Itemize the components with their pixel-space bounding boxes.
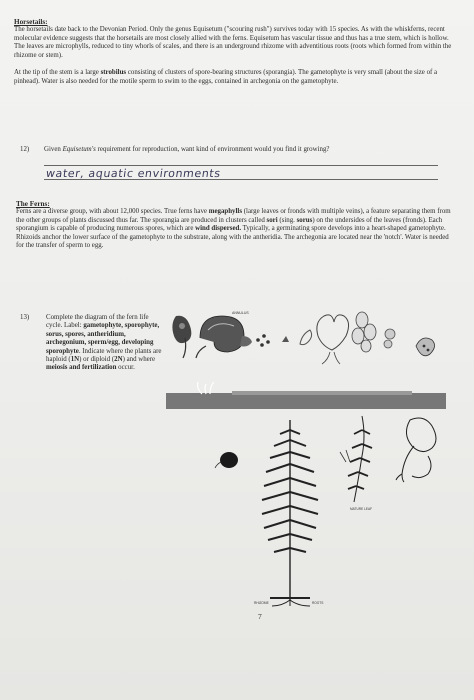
gametophyte-band-drawing	[198, 382, 215, 394]
substrate-edge	[232, 391, 412, 395]
ferns-heading: The Ferns:	[16, 200, 50, 208]
question-12-text: Given Equisetum's requirement for reproduction, want kind of environment would you find it growing?	[44, 146, 330, 153]
spore-dark-drawing	[220, 452, 238, 468]
gametophyte-top-drawing	[317, 315, 349, 364]
question-12-number: 12)	[20, 146, 30, 153]
sporangium-drawing	[196, 316, 252, 358]
ferns-paragraph: Ferns are a diverse group, with about 12,000 species. True ferns have megaphylls (large leaves or fronds with multiple veins), a feature separating them from the other groups of plants discussed thus far. The sporangia are produced in clusters called sori (sing. sorus) on the undersides of the leaves (fronds). Each sporangium is capable of producing numerous spores, which are wind dispersed. Typically, a germinating spore develops into a heart-shaped gametophyte. Rhizoids anchor the lower surface of the gametophyte to the substrate, along with the antheridia. The archegonia are located near the 'notch'. Water is needed for the transfer of sperm to egg.	[16, 208, 451, 250]
page-number: 7	[258, 612, 262, 621]
question-13-number: 13)	[20, 314, 30, 321]
spores-drawing	[256, 330, 311, 347]
antheridium-drawing	[416, 338, 435, 356]
spore-tail	[215, 462, 221, 468]
sporophyte-drawing	[262, 420, 318, 606]
horsetails-paragraph-2: At the tip of the stem is a large strobilus consisting of clusters of spore-bearing structures (sporangia). The gametophyte is very small (about the size of a pinhead). Water is also needed for the motile sperm to swim to the eggs, contained in archegonia on the gametophyte.	[14, 69, 438, 85]
mature-leaf-drawing	[340, 416, 372, 502]
handwritten-answer[interactable]: water, aquatic environments	[45, 167, 222, 180]
question-13-text: Complete the diagram of the fern life cycle. Label: gametophyte, sporophyte, sorus, spores, antheridium, archegonium, sperm/egg, developing sporophyte. Indicate where the plants are haploid (1N) or diploid (2N) and where meiosis and fertilization occur.	[46, 314, 162, 372]
developing-sporophyte-drawing	[396, 418, 436, 482]
horsetails-heading: Horsetails:	[14, 18, 48, 26]
roots-label: ROOTS	[312, 601, 324, 605]
sorus-drawing	[172, 316, 191, 358]
archegonium-drawing	[352, 312, 395, 352]
horsetails-paragraph-1: The horsetails date back to the Devonian Period. Only the genus Equisetum ("scouring rush") survives today with 15 species. As with the whiskferns, recent molecular evidence suggests that the horsetails are most closely allied with the ferns. Equisetum has vascular tissue and thus has a true stem, which is hollow. The leaves are microphylls, reduced to tiny whorls of scales, and there is an underground rhizome with adventitious roots (roots which formed from within the rhizome or stem).	[14, 26, 452, 59]
annulus-label: ANNULUS	[232, 311, 249, 315]
mature-leaf-label: MATURE LEAF	[350, 507, 373, 511]
rhizome-label: RHIZOME	[254, 601, 269, 605]
substrate-band	[166, 393, 446, 409]
